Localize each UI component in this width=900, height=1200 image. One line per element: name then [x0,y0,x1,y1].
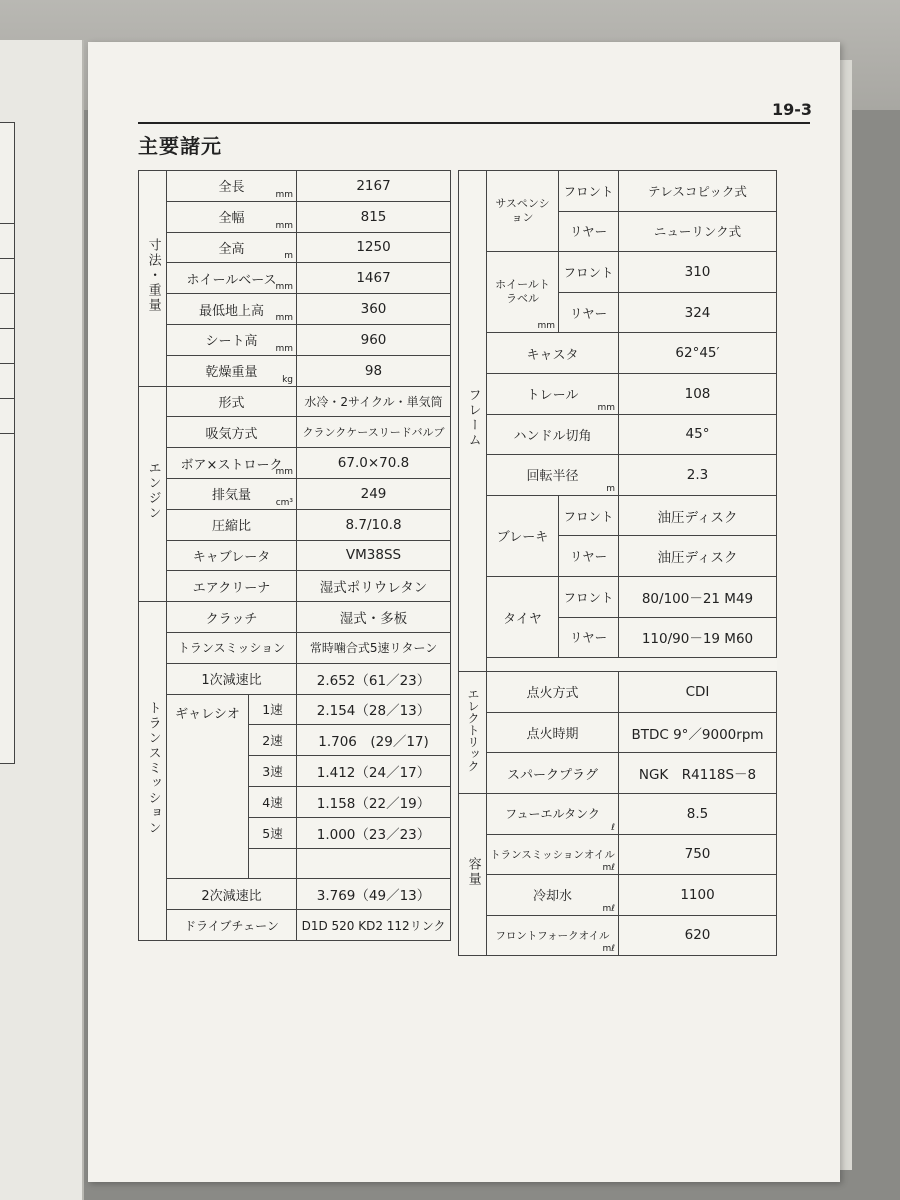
spec-table-left [138,170,451,941]
gear-value: 1.000（23／23） [297,817,451,848]
front-label: フロント [559,252,619,293]
row-label: 全幅 mm [167,201,297,232]
table-row [139,632,451,663]
gear-label: 1速 [249,694,297,725]
spacer-row [487,658,777,672]
suspension-rear-value: ニューリンク式 [619,211,777,252]
group-label-electric: エレクトリック [459,672,487,794]
gear-empty-cell [249,848,297,879]
row-label: キャスタ [487,333,619,374]
row-label: 乾燥重量 kg [167,355,297,386]
spec-table-right [458,170,777,956]
table-row [139,694,451,725]
row-value: 750 [619,834,777,875]
table-row [139,263,451,294]
row-label: ドライブチェーン [167,910,297,941]
table-row [139,448,451,479]
row-value: 常時噛合式5速リターン [297,632,451,663]
table-row [139,540,451,571]
row-value: 1250 [297,232,451,263]
row-label: 全高 m [167,232,297,263]
turning-value: 2.3 [619,455,777,496]
row-label: 排気量 cm³ [167,478,297,509]
row-label: ホイールベース mm [167,263,297,294]
row-value: 2.652（61／23） [297,663,451,694]
brake-front-value: 油圧ディスク [619,495,777,536]
rear-label: リヤー [559,536,619,577]
row-label: トランスミッションオイル mℓ [487,834,619,875]
row-label: 点火方式 [487,672,619,713]
table-row [459,712,777,753]
row-label: シート高 mm [167,324,297,355]
table-row [459,576,777,617]
gear-label: 4速 [249,786,297,817]
tire-label: タイヤ [487,576,559,657]
trail-value: 108 [619,373,777,414]
row-value: VM38SS [297,540,451,571]
row-value: 水冷・2サイクル・単気筒 [297,386,451,417]
group-label-frame: フレーム [459,171,487,672]
section-title: 主要諸元 [138,134,222,158]
page-number: 19-3 [771,100,812,119]
row-value: 8.7/10.8 [297,509,451,540]
gear-value: 2.154（28／13） [297,694,451,725]
table-row [459,753,777,794]
table-row [139,663,451,694]
row-label: エアクリーナ [167,571,297,602]
gear-value: 1.158（22／19） [297,786,451,817]
document-page [88,42,840,1182]
front-label: フロント [559,495,619,536]
row-label: ハンドル切角 [487,414,619,455]
table-row [139,171,451,202]
group-label-dimensions: 寸法・重量 [139,171,167,387]
table-row [459,834,777,875]
rear-label: リヤー [559,617,619,658]
row-value: 1100 [619,875,777,916]
row-label: トランスミッション [167,632,297,663]
table-row [139,324,451,355]
row-label: 形式 [167,386,297,417]
row-value: 湿式・多板 [297,602,451,633]
row-value: 湿式ポリウレタン [297,571,451,602]
gear-label: 2速 [249,725,297,756]
table-row [139,386,451,417]
table-row [459,171,777,212]
table-row [139,571,451,602]
gear-empty-value [297,848,451,879]
row-label: 1次減速比 [167,663,297,694]
rear-label: リヤー [559,292,619,333]
row-value: 620 [619,915,777,956]
row-label: 冷却水 mℓ [487,875,619,916]
page-stack-edge [838,60,852,1170]
row-label: トレール mm [487,373,619,414]
table-row [459,414,777,455]
wheel-travel-label: ホイールトラベル mm [487,252,559,333]
brake-rear-value: 油圧ディスク [619,536,777,577]
table-row [459,495,777,536]
row-label: クラッチ [167,602,297,633]
row-value: NGK R4118S－8 [619,753,777,794]
table-row [459,455,777,496]
table-row [459,252,777,293]
suspension-label: サスペンション [487,171,559,252]
steering-value: 45° [619,414,777,455]
row-label: フロントフォークオイル mℓ [487,915,619,956]
tire-rear-value: 110/90－19 M60 [619,617,777,658]
row-label: スパークプラグ [487,753,619,794]
header-rule [138,122,810,124]
gear-ratio-label: ギャレシオ [167,694,249,879]
table-row [139,910,451,941]
group-label-engine: エンジン [139,386,167,602]
wheel-travel-rear-value: 324 [619,292,777,333]
row-value: 2167 [297,171,451,202]
table-row [139,602,451,633]
gear-label: 3速 [249,756,297,787]
row-label: 圧縮比 [167,509,297,540]
row-value: 3.769（49／13） [297,879,451,910]
row-value: 67.0×70.8 [297,448,451,479]
front-label: フロント [559,171,619,212]
brake-label: ブレーキ [487,495,559,576]
row-label: 全長 mm [167,171,297,202]
row-label: フューエルタンク ℓ [487,793,619,834]
table-row [459,672,777,713]
table-row [459,333,777,374]
row-label: 点火時期 [487,712,619,753]
row-value: 8.5 [619,793,777,834]
table-row [459,658,777,672]
wheel-travel-front-value: 310 [619,252,777,293]
table-row [459,793,777,834]
row-value: CDI [619,672,777,713]
row-value: 249 [297,478,451,509]
group-label-transmission: トランスミッション [139,602,167,941]
left-page-table-fragment [0,122,15,764]
front-label: フロント [559,576,619,617]
table-row [139,355,451,386]
row-label: 最低地上高 mm [167,294,297,325]
row-value: 960 [297,324,451,355]
row-label: 2次減速比 [167,879,297,910]
row-label: 吸気方式 [167,417,297,448]
table-row [139,294,451,325]
rear-label: リヤー [559,211,619,252]
row-value: 1467 [297,263,451,294]
tire-front-value: 80/100－21 M49 [619,576,777,617]
table-row [459,915,777,956]
table-row [139,201,451,232]
suspension-front-value: テレスコピック式 [619,171,777,212]
table-row [459,373,777,414]
caster-value: 62°45′ [619,333,777,374]
row-value: 98 [297,355,451,386]
gear-label: 5速 [249,817,297,848]
row-value: BTDC 9°／9000rpm [619,712,777,753]
table-row [459,875,777,916]
table-row [139,879,451,910]
row-value: D1D 520 KD2 112リンク [297,910,451,941]
left-page-edge [0,40,84,1200]
gear-value: 1.412（24／17） [297,756,451,787]
row-value: 815 [297,201,451,232]
row-value: クランクケースリードバルブ [297,417,451,448]
row-value: 360 [297,294,451,325]
row-label: ボア×ストローク mm [167,448,297,479]
table-row [139,232,451,263]
gear-value: 1.706 (29／17) [297,725,451,756]
row-label: キャブレータ [167,540,297,571]
row-label: 回転半径 m [487,455,619,496]
table-row [139,478,451,509]
table-row [139,509,451,540]
group-label-capacity: 容量 [459,793,487,955]
table-row [139,417,451,448]
